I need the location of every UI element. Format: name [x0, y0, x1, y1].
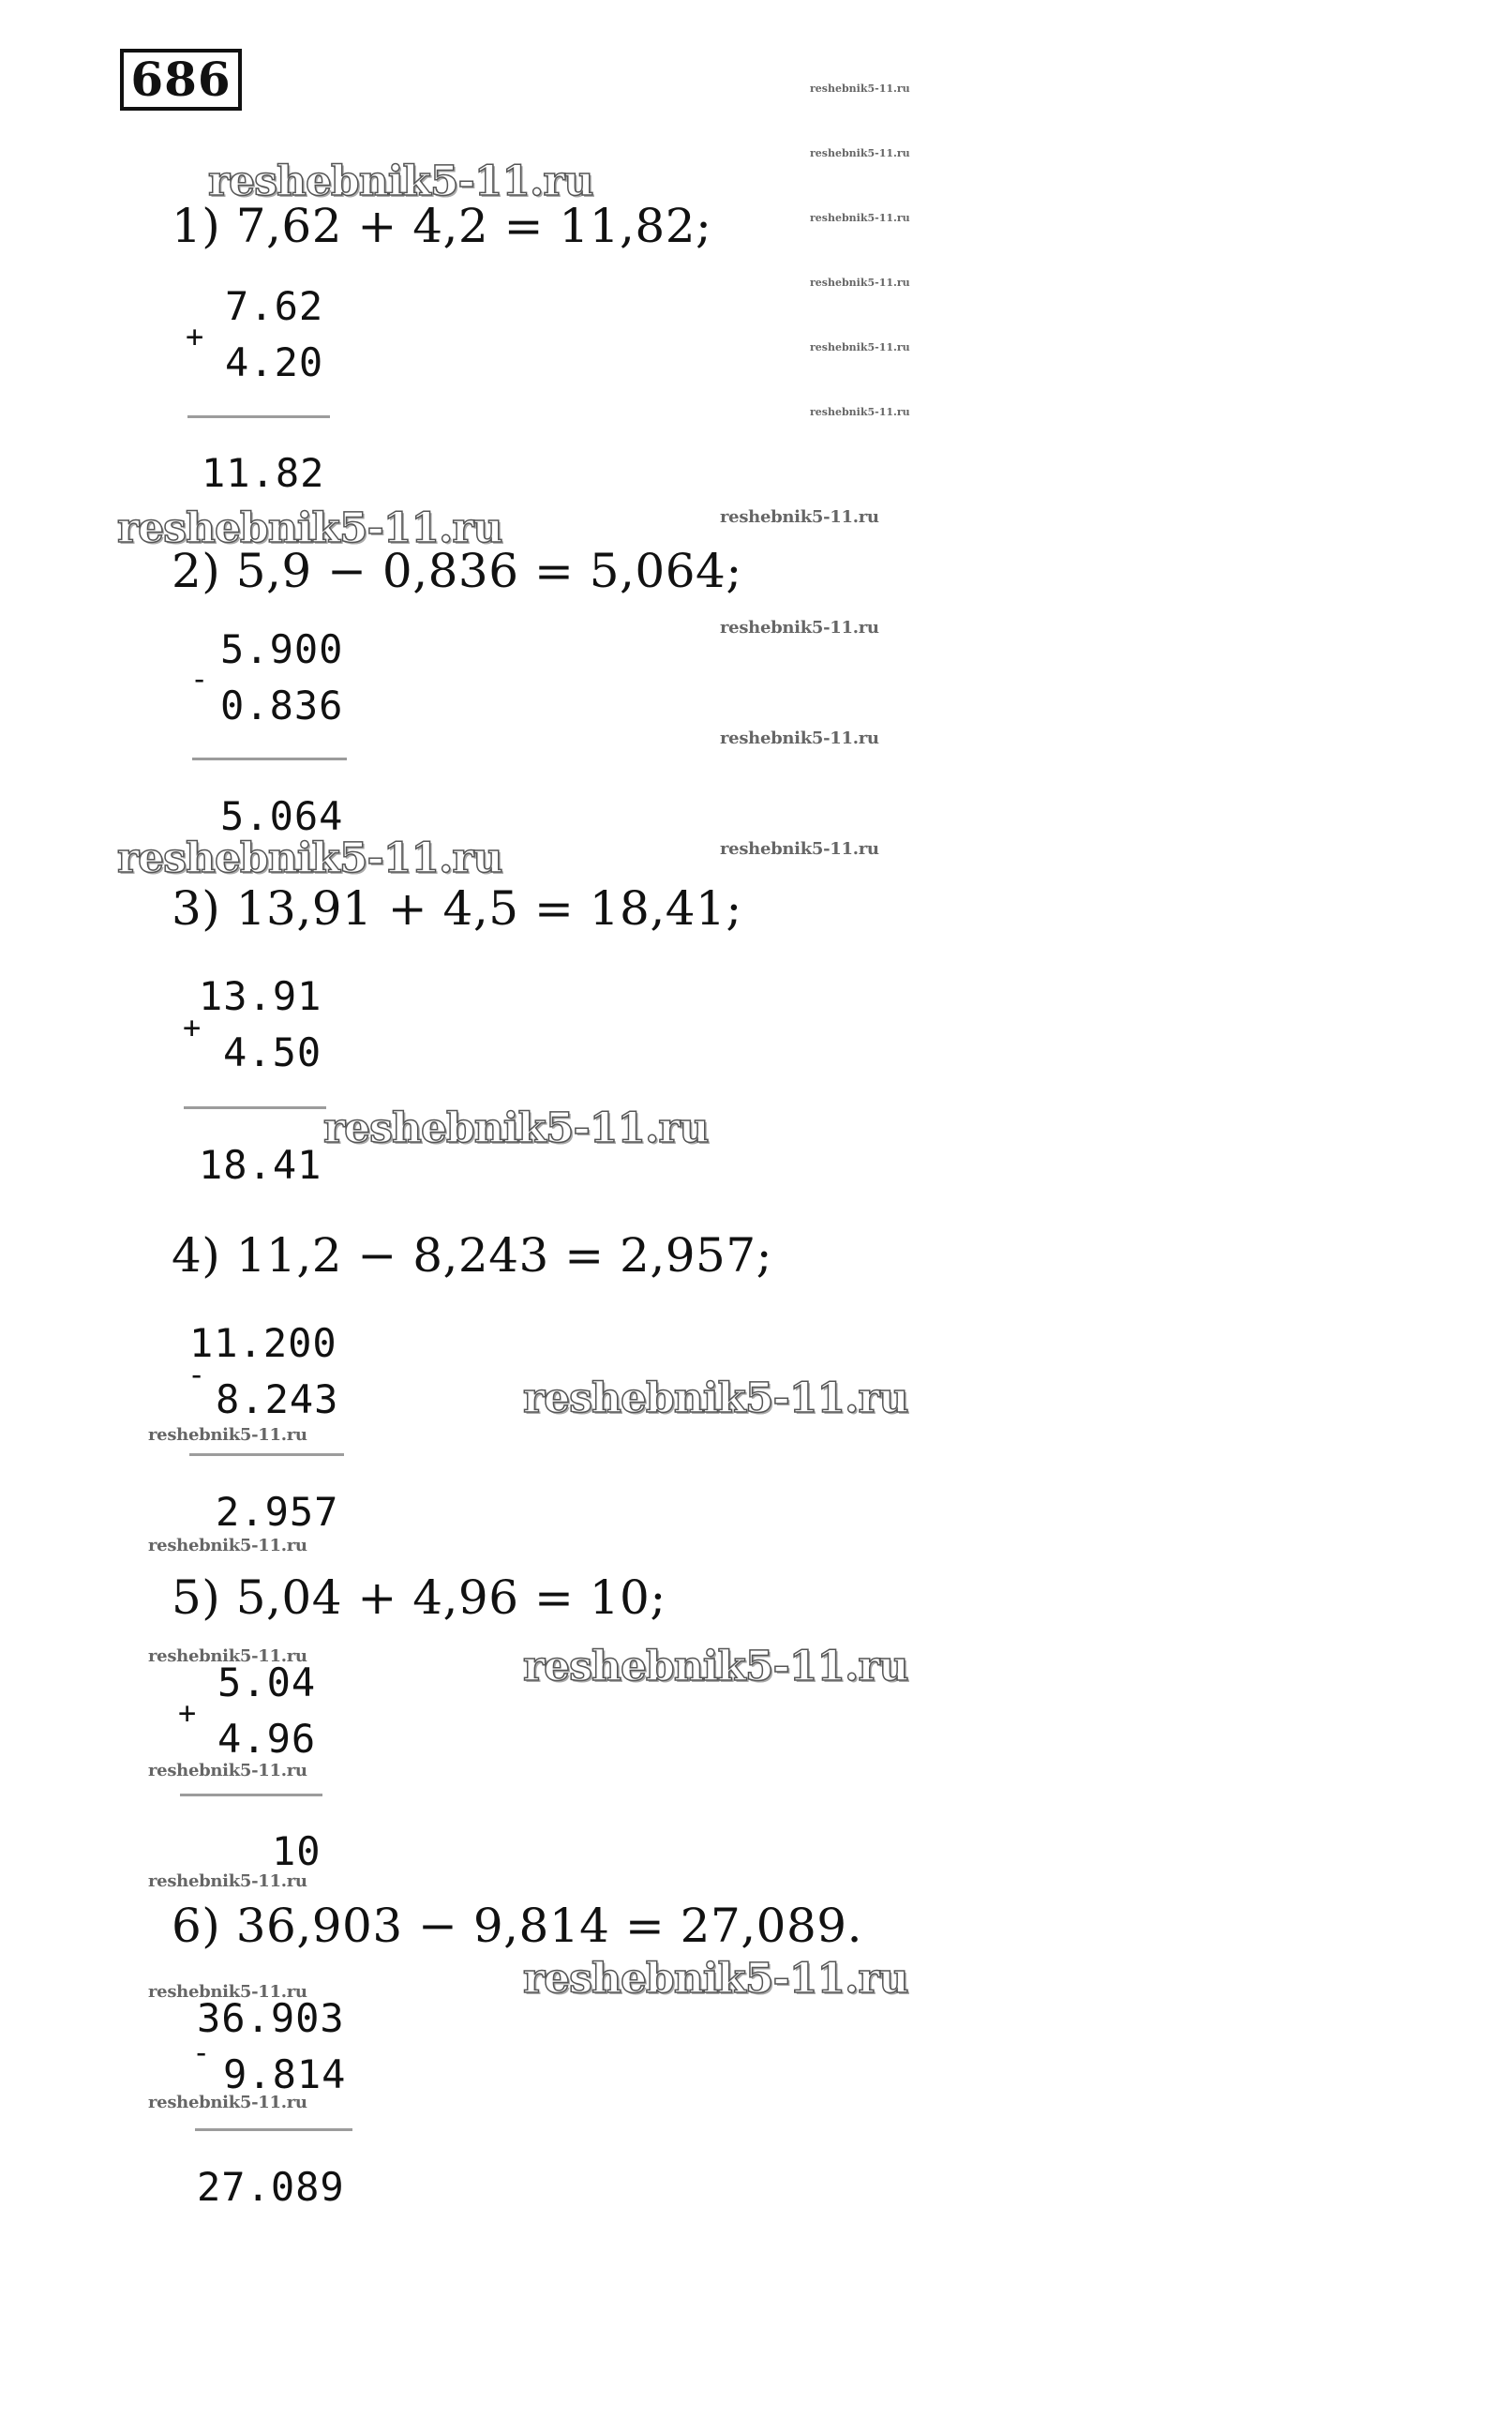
column-bottom-6: 9.814 — [223, 2051, 347, 2097]
watermark: reshebnik5-11.ru — [523, 1374, 908, 1422]
watermark: reshebnik5-11.ru — [810, 341, 910, 353]
watermark: reshebnik5-11.ru — [720, 728, 879, 748]
watermark: reshebnik5-11.ru — [117, 504, 502, 552]
operator-1: + — [186, 319, 204, 354]
column-top-5: 5.04 — [217, 1660, 317, 1705]
watermark: reshebnik5-11.ru — [148, 1536, 307, 1555]
column-bottom-1: 4.20 — [225, 339, 324, 385]
column-bottom-2: 0.836 — [220, 683, 344, 728]
task-number: 686 — [120, 49, 242, 111]
column-result-5: 10 — [272, 1828, 322, 1874]
column-result-2: 5.064 — [220, 793, 344, 839]
watermark: reshebnik5-11.ru — [810, 147, 910, 159]
column-top-1: 7.62 — [225, 283, 324, 329]
watermark: reshebnik5-11.ru — [148, 1646, 307, 1666]
watermark: reshebnik5-11.ru — [208, 158, 593, 205]
column-result-6: 27.089 — [197, 2164, 345, 2210]
column-rule-5 — [180, 1794, 322, 1796]
column-top-6: 36.903 — [197, 1995, 345, 2041]
watermark: reshebnik5-11.ru — [720, 618, 879, 638]
watermark: reshebnik5-11.ru — [810, 277, 910, 289]
column-bottom-4: 8.243 — [216, 1376, 339, 1422]
column-rule-4 — [189, 1453, 344, 1456]
operator-2: - — [190, 661, 209, 697]
watermark: reshebnik5-11.ru — [148, 2093, 307, 2112]
column-bottom-3: 4.50 — [223, 1029, 322, 1075]
watermark: reshebnik5-11.ru — [523, 1955, 908, 2003]
operator-5: + — [178, 1695, 197, 1731]
column-result-3: 18.41 — [199, 1142, 322, 1188]
equation-1: 1) 7,62 + 4,2 = 11,82; — [172, 199, 712, 253]
watermark: reshebnik5-11.ru — [720, 839, 879, 859]
watermark: reshebnik5-11.ru — [148, 1982, 307, 2002]
watermark: reshebnik5-11.ru — [810, 406, 910, 418]
column-rule-2 — [192, 758, 347, 760]
operator-3: + — [183, 1010, 202, 1045]
equation-4: 4) 11,2 − 8,243 = 2,957; — [172, 1228, 773, 1283]
watermark: reshebnik5-11.ru — [720, 507, 879, 527]
equation-3: 3) 13,91 + 4,5 = 18,41; — [172, 881, 742, 936]
watermark: reshebnik5-11.ru — [148, 1425, 307, 1445]
watermark: reshebnik5-11.ru — [810, 212, 910, 224]
watermark: reshebnik5-11.ru — [323, 1104, 709, 1152]
watermark: reshebnik5-11.ru — [148, 1761, 307, 1780]
watermark: reshebnik5-11.ru — [810, 83, 910, 95]
equation-6: 6) 36,903 − 9,814 = 27,089. — [172, 1899, 863, 1953]
column-result-4: 2.957 — [216, 1489, 339, 1535]
column-top-2: 5.900 — [220, 626, 344, 672]
column-rule-6 — [195, 2128, 352, 2131]
column-top-3: 13.91 — [199, 973, 322, 1019]
watermark: reshebnik5-11.ru — [148, 1871, 307, 1891]
column-rule-1 — [187, 415, 330, 418]
equation-2: 2) 5,9 − 0,836 = 5,064; — [172, 544, 742, 598]
watermark: reshebnik5-11.ru — [117, 834, 502, 882]
operator-6: - — [192, 2035, 211, 2070]
column-top-4: 11.200 — [189, 1320, 337, 1366]
operator-4: - — [187, 1357, 206, 1392]
column-rule-3 — [184, 1106, 326, 1109]
equation-5: 5) 5,04 + 4,96 = 10; — [172, 1570, 666, 1625]
watermark: reshebnik5-11.ru — [523, 1643, 908, 1690]
column-bottom-5: 4.96 — [217, 1716, 317, 1762]
column-result-1: 11.82 — [202, 450, 325, 496]
